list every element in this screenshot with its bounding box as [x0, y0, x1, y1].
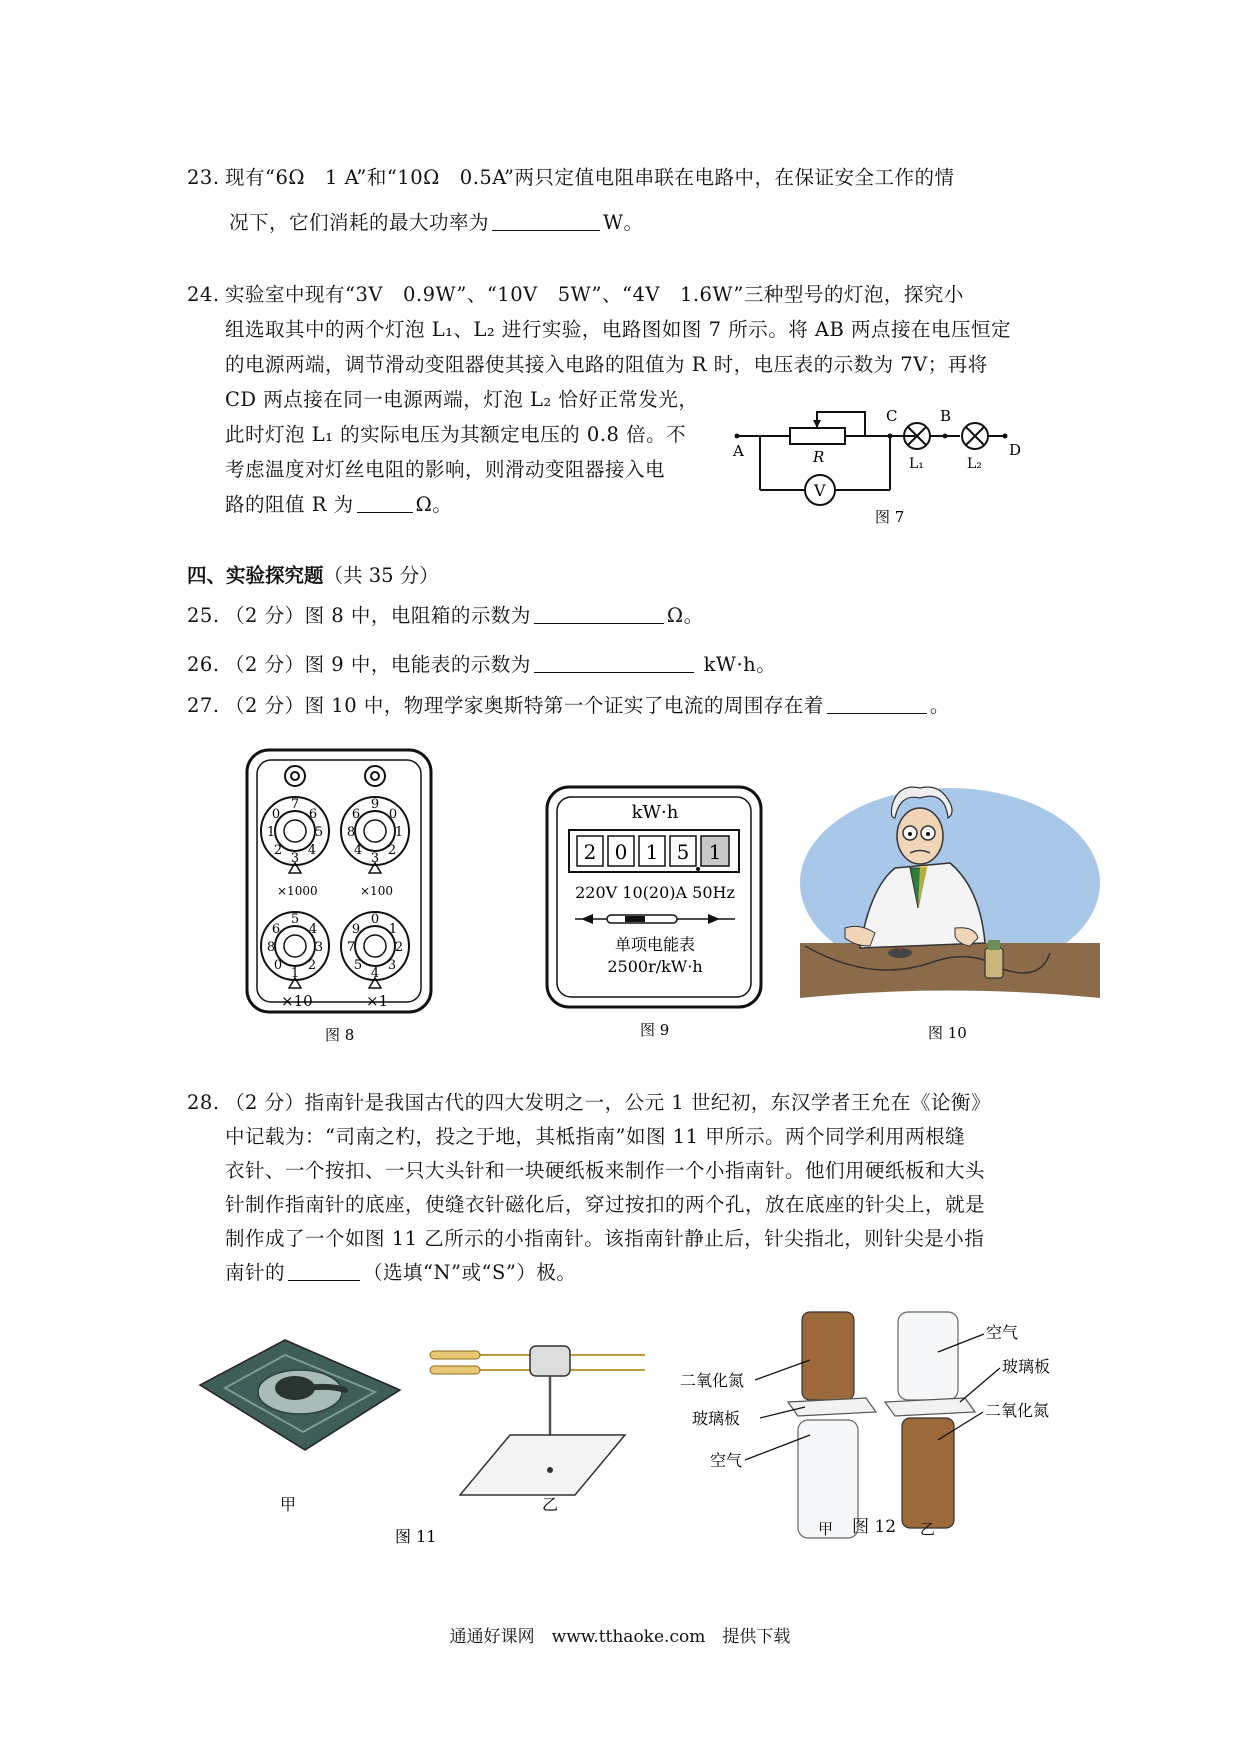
question-number: 28.	[187, 1091, 220, 1114]
answer-blank[interactable]	[534, 650, 694, 673]
svg-text:9: 9	[351, 922, 361, 937]
svg-text:8: 8	[266, 940, 276, 955]
svg-text:3: 3	[314, 940, 324, 955]
multiplier-label: ×1	[366, 992, 389, 1010]
svg-text:5: 5	[314, 825, 324, 840]
svg-text:1: 1	[388, 922, 398, 937]
dial-x100	[341, 797, 409, 873]
question-text-line7: 路的阻值 R 为 Ω。	[225, 487, 452, 522]
page-footer: 通通好课网 www.tthaoke.com 提供下载	[449, 1627, 791, 1647]
sub-label-jia: 甲	[818, 1520, 834, 1538]
sinan-spoon-image	[200, 1340, 400, 1450]
question-27	[187, 688, 1067, 724]
question-text: 现有“6Ω 1 A”和“10Ω 0.5A”两只定值电阻串联在电路中，在保证安全工作的情	[225, 166, 955, 189]
meter-disk-icon	[575, 914, 735, 924]
figure-7-circuit	[735, 398, 1035, 528]
diffusion-setup-yi	[885, 1312, 975, 1528]
svg-text:5: 5	[353, 958, 363, 973]
figure-caption: 图 10	[928, 1024, 967, 1042]
label-a: A	[733, 442, 744, 460]
svg-text:3: 3	[387, 958, 397, 973]
svg-text:0: 0	[273, 958, 283, 973]
svg-text:4: 4	[353, 843, 363, 858]
question-text-line2: 中记载为：“司南之杓，投之于地，其柢指南”如图 11 甲所示。两个同学利用两根缝	[225, 1125, 966, 1148]
figure-10-oersted-illustration	[800, 778, 1100, 1048]
needle-compass-image	[430, 1346, 645, 1495]
multiplier-label: ×10	[281, 992, 313, 1010]
label-l2: L₂	[967, 456, 982, 472]
question-text-line2: 组选取其中的两个灯泡 L₁、L₂ 进行实验，电路图如图 7 所示。将 AB 两点接在电压恒定	[225, 318, 1012, 341]
figure-caption: 图 11	[395, 1527, 437, 1546]
svg-text:6: 6	[308, 807, 318, 822]
meter-digit: 5	[676, 840, 690, 864]
figure-caption: 图 9	[640, 1021, 670, 1039]
figure-12-caption: 图 12	[852, 1517, 897, 1537]
svg-text:1: 1	[290, 966, 300, 981]
label-c: C	[886, 407, 898, 425]
question-number: 26.	[187, 653, 220, 676]
question-number: 27.	[187, 694, 220, 717]
meter-unit: kW·h	[631, 802, 679, 823]
question-text-line1: （2 分）指南针是我国古代的四大发明之一，公元 1 世纪初，东汉学者王允在《论衡》	[225, 1091, 991, 1114]
question-text-line1: 实验室中现有“3V 0.9W”、“10V 5W”、“4V 1.6W”三种型号的灯泡，探究小	[225, 283, 964, 306]
svg-text:6: 6	[351, 807, 361, 822]
question-number: 24.	[187, 283, 220, 306]
question-28	[187, 1085, 1067, 1300]
meter-digit: 2	[583, 840, 597, 864]
meter-digits	[577, 836, 729, 871]
svg-text:4: 4	[308, 922, 318, 937]
svg-text:1: 1	[394, 825, 404, 840]
sub-label-yi: 乙	[542, 1495, 559, 1514]
svg-text:2: 2	[307, 958, 317, 973]
question-text: （2 分）图 10 中，物理学家奥斯特第一个证实了电流的周围存在着 。	[225, 688, 950, 723]
svg-text:2: 2	[394, 940, 404, 955]
svg-text:0: 0	[271, 807, 281, 822]
svg-text:4: 4	[307, 843, 317, 858]
dial-x1	[341, 912, 409, 988]
question-25	[187, 598, 1067, 634]
svg-text:7: 7	[290, 797, 300, 812]
multiplier-label: ×1000	[277, 884, 318, 898]
label-d: D	[1009, 441, 1022, 459]
question-text-line2: 况下，它们消耗的最大功率为 W。	[229, 205, 644, 240]
answer-blank[interactable]	[534, 601, 664, 624]
dial-x1000	[261, 797, 329, 873]
label-no2-right: 二氧化氮	[985, 1401, 1050, 1420]
svg-text:0: 0	[370, 912, 380, 927]
svg-text:1: 1	[266, 825, 276, 840]
meter-digit: 1	[645, 840, 659, 864]
label-v: V	[814, 481, 826, 500]
sub-label-jia: 甲	[280, 1495, 297, 1514]
label-r: R	[813, 448, 825, 466]
answer-blank[interactable]	[827, 691, 927, 714]
figure-11-compass	[195, 1330, 665, 1560]
question-text-line6: 考虑温度对灯丝电阻的影响，则滑动变阻器接入电	[225, 458, 666, 481]
diffusion-setup-jia	[788, 1312, 876, 1538]
question-text-line5: 此时灯泡 L₁ 的实际电压为其额定电压的 0.8 倍。不	[225, 423, 687, 446]
meter-digit-decimal: 1	[708, 840, 722, 864]
label-air-right: 空气	[986, 1323, 1019, 1342]
answer-blank[interactable]	[492, 208, 600, 231]
sub-label-yi: 乙	[920, 1520, 936, 1538]
section-heading: 四、实验探究题（共 35 分）	[187, 564, 439, 587]
svg-text:5: 5	[290, 912, 300, 927]
multiplier-label: ×100	[360, 884, 393, 898]
svg-text:9: 9	[370, 797, 380, 812]
question-number: 23.	[187, 166, 220, 189]
label-glass-right: 玻璃板	[1002, 1357, 1051, 1376]
figure-caption: 图 8	[325, 1026, 355, 1044]
question-text-line3: 衣针、一个按扣、一只大头针和一块硬纸板来制作一个小指南针。他们用硬纸板和大头	[225, 1159, 986, 1182]
svg-text:4: 4	[370, 966, 380, 981]
question-text: （2 分）图 8 中，电阻箱的示数为 Ω。	[225, 598, 704, 633]
meter-name: 单项电能表	[614, 935, 696, 954]
figure-9-energy-meter	[545, 785, 765, 1040]
label-air-left: 空气	[710, 1451, 743, 1470]
meter-digit: 0	[614, 840, 628, 864]
svg-text:2: 2	[273, 843, 283, 858]
svg-text:2: 2	[387, 843, 397, 858]
question-text-line5: 制作成了一个如图 11 乙所示的小指南针。该指南针静止后，针尖指北，则针尖是小指	[225, 1227, 985, 1250]
meter-constant: 2500r/kW·h	[607, 957, 703, 976]
label-l1: L₁	[909, 456, 924, 472]
figure-8-resistance-box	[245, 748, 435, 1048]
svg-text:3: 3	[290, 851, 300, 866]
svg-text:6: 6	[271, 922, 281, 937]
svg-text:3: 3	[370, 851, 380, 866]
answer-blank[interactable]	[288, 1258, 360, 1281]
question-text: （2 分）图 9 中，电能表的示数为 kW·h。	[225, 647, 776, 682]
svg-text:8: 8	[346, 825, 356, 840]
question-26	[187, 647, 1067, 683]
svg-text:7: 7	[346, 940, 356, 955]
question-text-line6: 南针的 （选填“N”或“S”）极。	[225, 1255, 576, 1290]
question-23	[187, 160, 1067, 250]
label-glass-left: 玻璃板	[692, 1409, 741, 1428]
dial-x10	[261, 912, 329, 988]
svg-text:0: 0	[388, 807, 398, 822]
question-text-line4: CD 两点接在同一电源两端，灯泡 L₂ 恰好正常发光，	[225, 388, 699, 411]
question-number: 25.	[187, 604, 220, 627]
figure-12-diffusion	[680, 1310, 1070, 1545]
figure-caption: 图 7	[875, 508, 905, 526]
question-text-line4: 针制作指南针的底座，使缝衣针磁化后，穿过按扣的两个孔，放在底座的针尖上，就是	[225, 1193, 986, 1216]
label-no2-left: 二氧化氮	[680, 1371, 745, 1390]
meter-rating: 220V 10(20)A 50Hz	[575, 883, 735, 902]
label-b: B	[940, 407, 952, 425]
answer-blank[interactable]	[357, 490, 413, 513]
question-text-line3: 的电源两端，调节滑动变阻器使其接入电路的阻值为 R 时，电压表的示数为 7V；再将	[225, 353, 988, 376]
